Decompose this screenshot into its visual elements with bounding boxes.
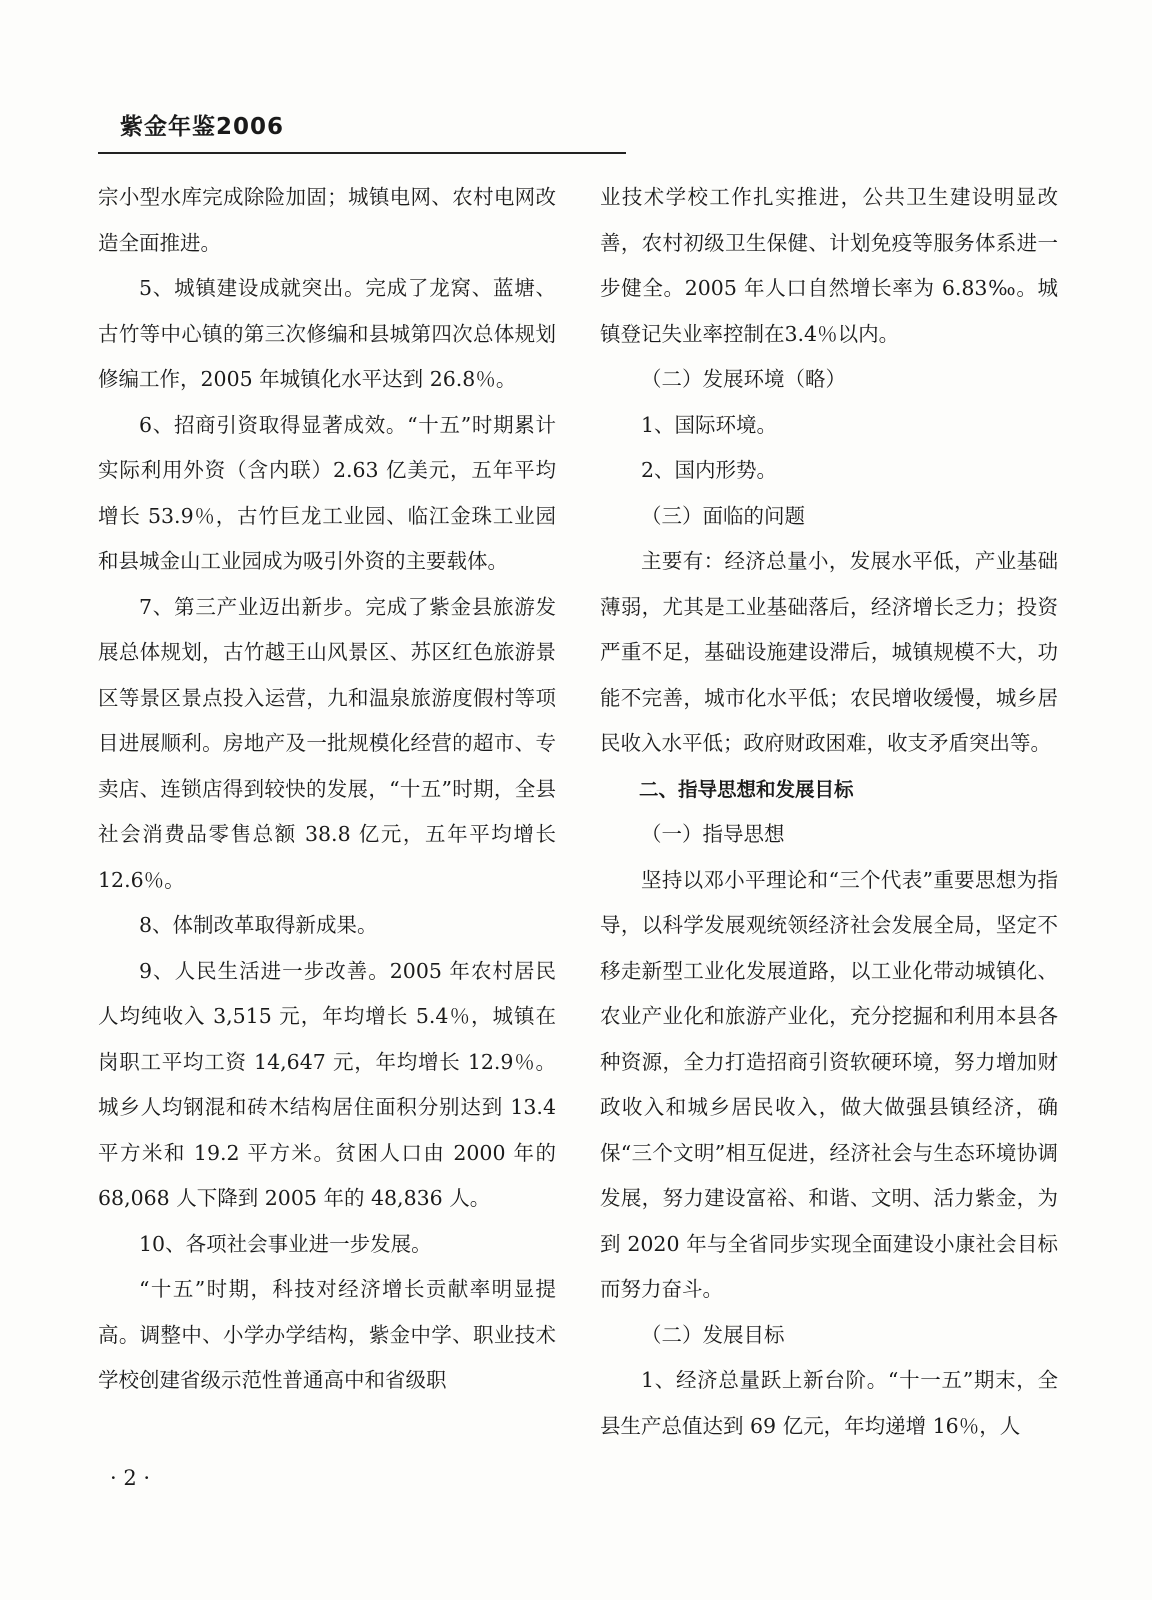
- paragraph: 8、体制改革取得新成果。: [139, 913, 378, 937]
- paragraph: “十五”时期，科技对经济增长贡献率明显提高。调整中、小学办学结构，紫金中学、职业技术学校创建省级示范性普通高中和省级职: [98, 1277, 556, 1392]
- paragraph: 主要有：经济总量小，发展水平低，产业基础薄弱，尤其是工业基础落后，经济增长乏力；投资严重不足，基础设施建设滞后，城镇规模不大，功能不完善，城市化水平低；农民增收缓慢，城乡居民收入水平低；政府财政困难，收支矛盾突出等。: [600, 549, 1058, 755]
- header-rule: [98, 152, 626, 154]
- paragraph: 2、国内形势。: [641, 458, 778, 482]
- subsection-heading: （三）面临的问题: [641, 503, 805, 528]
- paragraph: 坚持以邓小平理论和“三个代表”重要思想为指导，以科学发展观统领经济社会发展全局，坚定不移走新型工业化发展道路，以工业化带动城镇化、农业产业化和旅游产业化，充分挖掘和利用本县各种资源，全力打造招商引资软硬环境，努力增加财政收入和城乡居民收入，做大做强县镇经济，确保“三个文明”相互促进，经济社会与生态环境协调发展，努力建设富裕、和谐、文明、活力紫金，为到 2020 年与全省同步实现全面建设小康社会目标而努力奋斗。: [600, 867, 1058, 1301]
- right-column: [600, 175, 1058, 1449]
- paragraph: 7、第三产业迈出新步。完成了紫金县旅游发展总体规划，古竹越王山风景区、苏区红色旅游景区等景区景点投入运营，九和温泉旅游度假村等项目进展顺利。房地产及一批规模化经营的超市、专卖店、连锁店得到较快的发展，“十五”时期，全县社会消费品零售总额 38.8 亿元，五年平均增长 12.6％。: [98, 594, 556, 892]
- subsection-heading: （二）发展环境（略）: [641, 367, 846, 391]
- paragraph: 1、经济总量跃上新台阶。“十一五”期末，全县生产总值达到 69 亿元，年均递增 16％，人: [600, 1368, 1058, 1438]
- page-number: · 2 ·: [110, 1466, 151, 1490]
- paragraph: 业技术学校工作扎实推进，公共卫生建设明显改善，农村初级卫生保健、计划免疫等服务体系进一步健全。2005 年人口自然增长率为 6.83‰。城镇登记失业率控制在3.4％以内。: [600, 185, 1058, 346]
- subsection-heading: （二）发展目标: [641, 1322, 785, 1347]
- left-column: [98, 175, 556, 1404]
- subsection-heading: （一）指导思想: [641, 822, 785, 846]
- paragraph: 5、城镇建设成就突出。完成了龙窝、蓝塘、古竹等中心镇的第三次修编和县城第四次总体规划修编工作，2005 年城镇化水平达到 26.8％。: [98, 276, 556, 391]
- paragraph: 1、国际环境。: [641, 412, 778, 437]
- section-heading: 二、指导思想和发展目标: [639, 777, 854, 801]
- paragraph: 9、人民生活进一步改善。2005 年农村居民人均纯收入 3,515 元，年均增长 5.4％，城镇在岗职工平均工资 14,647 元，年均增长 12.9％。城乡人均钢混和砖木结构居住面积分别达到 13.4 平方米和 19.2 平方米。贫困人口由 2000 年的 68,068 人下降到 2005 年的 48,836 人。: [98, 958, 556, 1210]
- paragraph: 宗小型水库完成除险加固；城镇电网、农村电网改造全面推进。: [98, 185, 556, 255]
- paragraph: 6、招商引资取得显著成效。“十五”时期累计实际利用外资（含内联）2.63 亿美元，五年平均增长 53.9％，古竹巨龙工业园、临江金珠工业园和县城金山工业园成为吸引外资的主要载体。: [98, 412, 556, 573]
- paragraph: 10、各项社会事业进一步发展。: [139, 1231, 432, 1256]
- running-title: 紫金年鉴2006: [120, 114, 285, 140]
